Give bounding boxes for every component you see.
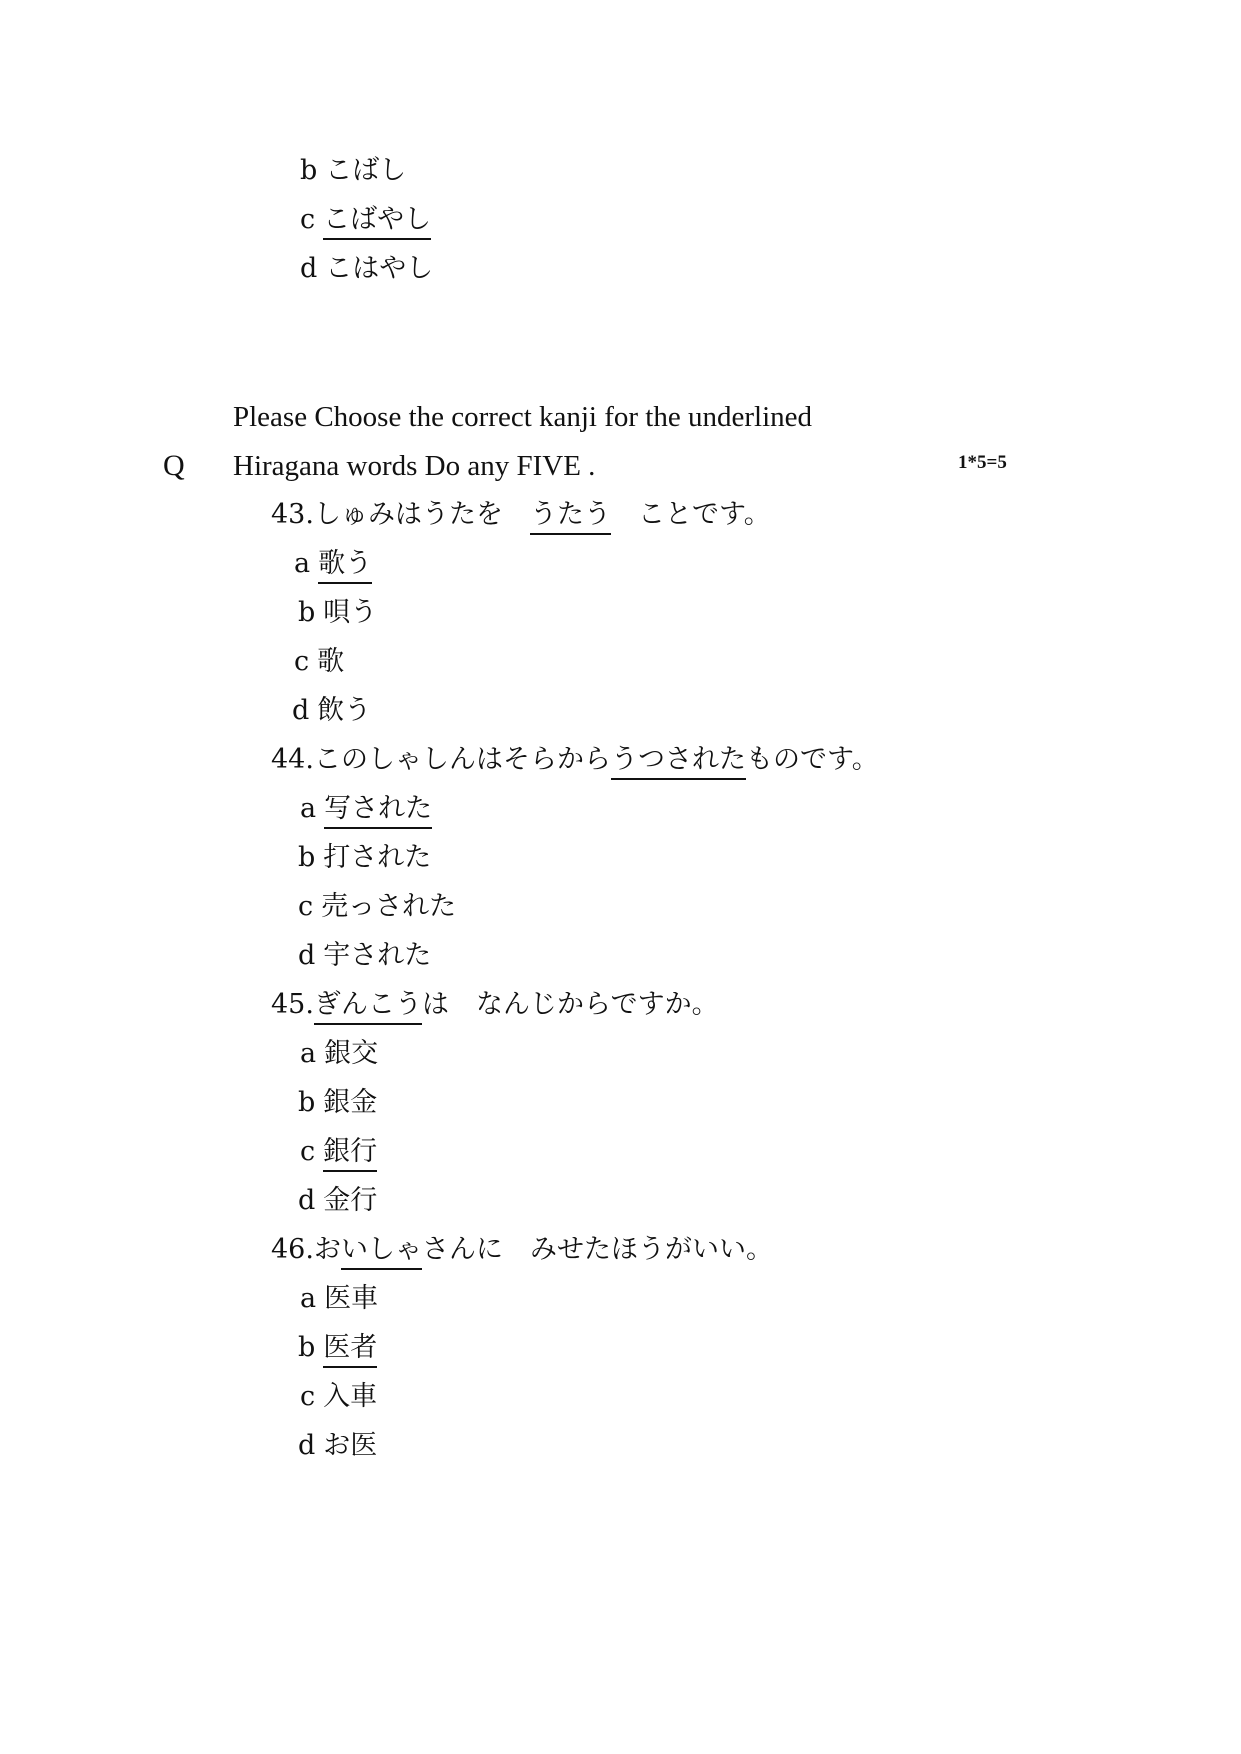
option-letter: d (292, 695, 310, 726)
option-text: 飲う (317, 695, 372, 726)
q43-option-d (292, 694, 371, 728)
prev-option-d (300, 252, 433, 286)
option-letter: b (298, 1332, 316, 1363)
option-letter: b (298, 597, 316, 628)
option-letter: c (300, 1136, 316, 1167)
option-text: こはやし (325, 253, 434, 284)
question-44 (271, 743, 879, 777)
question-number: 45. (271, 989, 314, 1020)
prev-option-c (300, 203, 431, 237)
option-text-underlined: 写された (324, 793, 432, 829)
question-text-after: ことです。 (610, 499, 771, 530)
option-letter: d (298, 1185, 316, 1216)
q43-option-c (294, 645, 344, 679)
option-letter: c (294, 646, 310, 677)
question-number: 44. (271, 744, 314, 775)
prev-option-b (300, 154, 406, 188)
option-text-underlined: こばやし (323, 204, 431, 240)
option-letter: d (298, 1430, 316, 1461)
option-letter: b (300, 155, 318, 186)
question-text-before: このしゃしんはそらから (313, 744, 611, 775)
question-text-after: ものです。 (745, 744, 879, 775)
question-underlined-word: いしゃ (341, 1234, 422, 1270)
question-number: 43. (271, 499, 314, 530)
q46-option-a (300, 1282, 378, 1316)
q44-option-a (300, 792, 432, 826)
question-underlined-word: うたう (530, 499, 611, 535)
q46-option-d (298, 1429, 377, 1463)
q45-option-b (298, 1086, 377, 1120)
option-text: 医車 (324, 1283, 379, 1314)
option-text: こばし (325, 155, 407, 186)
option-text-underlined: 銀行 (323, 1136, 377, 1172)
option-letter: c (300, 1381, 316, 1412)
q45-option-d (298, 1184, 377, 1218)
question-label: Q (163, 449, 185, 482)
option-text-underlined: 医者 (323, 1332, 377, 1368)
question-underlined-word: ぎんこう (314, 989, 422, 1025)
q43-option-a (294, 547, 372, 581)
question-text-after: は なんじからですか。 (421, 989, 719, 1020)
option-text: 宇された (323, 940, 432, 971)
q46-option-c (300, 1380, 377, 1414)
option-text: 銀金 (323, 1087, 378, 1118)
option-text-underlined: 歌う (318, 548, 372, 584)
option-letter: b (298, 1087, 316, 1118)
section-instruction-line1: Please Choose the correct kanji for the underlined (233, 401, 812, 433)
q44-option-c (298, 890, 456, 924)
option-letter: d (298, 940, 316, 971)
option-text: 銀交 (324, 1038, 379, 1069)
option-letter: a (300, 793, 317, 824)
option-letter: c (298, 891, 314, 922)
question-43 (271, 498, 771, 532)
marks-allocation: 1*5=5 (958, 452, 1007, 473)
question-text-before: しゅみはうたを (313, 499, 530, 530)
option-letter: a (300, 1283, 317, 1314)
q44-option-d (298, 939, 431, 973)
option-letter: b (298, 842, 316, 873)
question-number: 46. (271, 1234, 314, 1265)
option-letter: c (300, 204, 316, 235)
question-text-before: お (313, 1234, 341, 1265)
option-text: 金行 (323, 1185, 378, 1216)
option-text: 売っされた (321, 891, 457, 922)
option-text: 打された (323, 842, 432, 873)
question-text-after: さんに みせたほうがいい。 (421, 1234, 773, 1265)
section-instruction-line2: Hiragana words Do any FIVE . (233, 450, 596, 482)
option-letter: a (294, 548, 311, 579)
option-letter: d (300, 253, 318, 284)
option-text: 入車 (323, 1381, 378, 1412)
q44-option-b (298, 841, 431, 875)
q43-option-b (298, 596, 377, 630)
question-46 (271, 1233, 773, 1267)
q45-option-c (300, 1135, 377, 1169)
q46-option-b (298, 1331, 377, 1365)
option-text: 唄う (323, 597, 378, 628)
option-text: 歌 (317, 646, 345, 677)
question-45 (271, 988, 719, 1022)
question-underlined-word: うつされた (611, 744, 746, 780)
option-text: お医 (323, 1430, 378, 1461)
option-letter: a (300, 1038, 317, 1069)
q45-option-a (300, 1037, 378, 1071)
